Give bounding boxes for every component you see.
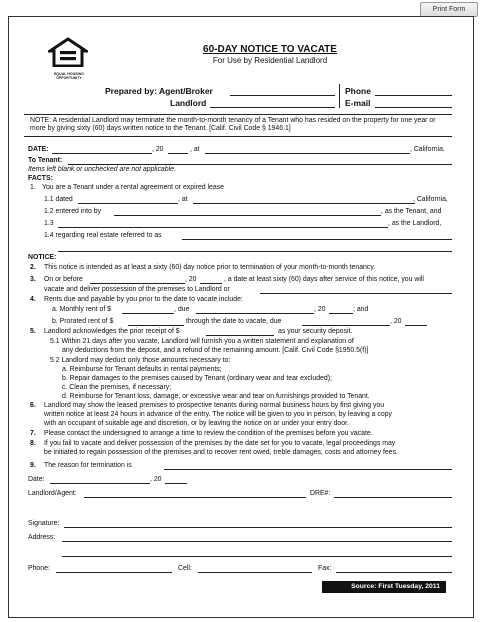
notice-5-2-text: 5.2 Landlord may deduct only those amounts necessary to: (50, 357, 231, 364)
fact-1-number: 1. (30, 184, 36, 191)
notice-4-text: Rents due and payable by you prior to the date to vacate include: (44, 296, 243, 303)
note-bottom-rule (24, 136, 452, 137)
agent-broker-field[interactable] (230, 95, 335, 96)
fact-1-2-label: 1.2 entered into by (44, 208, 102, 215)
sig-date-year-label: , 20 (150, 476, 162, 483)
real-estate-field-2[interactable] (58, 251, 452, 252)
notice-6-line-2: written notice at least 24 hours in advance of the entry. The notice will be given to you in person, by leaving a copy (44, 411, 392, 418)
notice-2-text: This notice is intended as at least a sixty (60) day notice prior to termination of your month-to-month tenancy. (44, 264, 376, 271)
email-field[interactable] (375, 107, 452, 108)
notice-5-2-c: c. Clean the premises, if necessary; (62, 384, 172, 391)
notice-heading: NOTICE: (28, 254, 57, 261)
notice-5-1-line-2: any deductions from the deposit, and a refund of the remaining amount. [Calif. Civil Code §1950.5(f)] (62, 347, 369, 354)
notice-8-line-2: be initiated to regain possession of the premises and to recover rent owed, treble damages, costs and attorney fees. (44, 449, 398, 456)
logo-caption: EQUAL HOUSING OPPORTUNITY (54, 72, 84, 80)
phone-field[interactable] (375, 95, 452, 96)
monthly-rent-due-label: , due (174, 306, 190, 313)
notice-3-continuation: vacate and deliver possession of the premises to Landlord or (44, 286, 230, 293)
header-divider (339, 84, 340, 108)
security-deposit-label: as your security deposit. (278, 328, 353, 335)
dated-location-field[interactable] (193, 203, 415, 204)
phone2-field[interactable] (56, 572, 172, 573)
items-blank-note: Items left blank or unchecked are not applicable. (28, 166, 176, 173)
notice-6-number: 6. (30, 402, 36, 409)
vacate-date-field[interactable] (90, 283, 185, 284)
notice-3-year-label: , 20 (185, 276, 197, 283)
fact-1-3-label: 1.3 (44, 220, 54, 227)
fact-1-text: You are a Tenant under a rental agreement or expired lease (42, 184, 224, 191)
notice-5-2-b: b. Repair damages to the premises caused by Tenant (ordinary wear and tear excluded); (62, 375, 332, 382)
date-location-field[interactable] (205, 153, 410, 154)
prepared-by-label: Prepared by: Agent/Broker (105, 86, 213, 96)
fact-1-1-at-label: , at (178, 196, 188, 203)
form-subtitle: For Use by Residential Landlord (212, 56, 328, 65)
cell-field[interactable] (198, 572, 312, 573)
source-banner: Source: First Tuesday, 2011 (322, 581, 446, 593)
fax-field[interactable] (336, 572, 452, 573)
note-top-rule (24, 114, 452, 115)
notice-9-number: 9. (30, 462, 36, 469)
monthly-rent-label: a. Monthly rent of $ (52, 306, 111, 313)
notice-5-text: Landlord acknowledges the prior receipt of $ (44, 328, 180, 335)
notice-5-1-line-1: 5.1 Within 21 days after you vacate, Landlord will furnish you a written statement and explanation of (50, 338, 354, 345)
prorated-rent-label: b. Prorated rent of $ (52, 318, 114, 325)
prorated-due-field[interactable] (302, 325, 390, 326)
monthly-rent-due-field[interactable] (196, 313, 314, 314)
form-title: 60-DAY NOTICE TO VACATE (203, 44, 337, 55)
fact-1-3-landlord-label: , as the Landlord, (388, 220, 442, 227)
fact-1-1-label: 1.1 dated (44, 196, 73, 203)
dre-field[interactable] (334, 497, 452, 498)
fact-1-4-label: 1.4 regarding real estate referred to as (44, 232, 162, 239)
monthly-rent-and-label: ; and (353, 306, 369, 313)
prorated-rent-year-label: , 20 (390, 318, 402, 325)
date-year-label: , 20 (152, 146, 164, 153)
phone-label: Phone (345, 86, 371, 96)
notice-7-number: 7. (30, 430, 36, 437)
fact-1-2-tenant-label: , as the Tenant, and (381, 208, 442, 215)
date-california-label: , California. (410, 146, 445, 153)
sig-year-field[interactable] (165, 483, 187, 484)
tenant-name-field[interactable] (114, 215, 381, 216)
landlord-label: Landlord (170, 98, 207, 108)
date-at-label: , at (190, 146, 200, 153)
fact-1-1-california-label: , California, (413, 196, 448, 203)
fax-label: Fax: (318, 565, 332, 572)
note-text: NOTE: A residential Landlord may terminate the month-to-month tenancy of a Tenant who has resided on the property for one year or more by giving sixty (60) days written notice to the Tenant. [Calif. Civil Code § 1946.1] (30, 117, 436, 133)
monthly-rent-year-field[interactable] (329, 313, 353, 314)
cell-label: Cell: (178, 565, 192, 572)
termination-reason-field[interactable] (164, 469, 452, 470)
to-tenant-label: To Tenant: (28, 157, 63, 164)
address-label: Address: (28, 534, 56, 541)
real-estate-field[interactable] (182, 239, 452, 240)
notice-5-2-a: a. Reimburse for Tenant defaults in rental payments; (62, 366, 222, 373)
date-year-field[interactable] (168, 153, 188, 154)
prorated-rent-field[interactable] (128, 325, 184, 326)
address-field-2[interactable] (62, 556, 452, 557)
notice-6-line-1: Landlord may show the leased premises to prospective tenants during normal business hours by first giving you (44, 402, 385, 409)
date-field[interactable] (52, 153, 152, 154)
email-label: E-mail (345, 98, 371, 108)
landlord-name-field[interactable] (58, 227, 388, 228)
signature-field[interactable] (64, 527, 452, 528)
signature-label: Signature: (28, 520, 60, 527)
vacate-year-field[interactable] (200, 283, 222, 284)
notice-7-text: Please contact the undersigned to arrange a time to review the condition of the premises before you vacate. (44, 430, 373, 437)
notice-3-text: , a date at least sixty (60) days after service of this notice, you will (224, 276, 424, 283)
facts-heading: FACTS: (28, 175, 53, 182)
monthly-rent-year-label: , 20 (314, 306, 326, 313)
landlord-agent-label: Landlord/Agent: (28, 490, 77, 497)
notice-6-line-3: with an occupant of suitable age and discretion, or by leaving the notice on or under your entry door. (44, 420, 349, 427)
landlord-agent-field[interactable] (84, 497, 306, 498)
notice-4-number: 4. (30, 296, 36, 303)
dated-field[interactable] (78, 203, 178, 204)
monthly-rent-field[interactable] (122, 313, 174, 314)
sig-date-field[interactable] (50, 483, 150, 484)
sig-date-label: Date: (28, 476, 45, 483)
print-form-button[interactable]: Print Form (420, 2, 478, 17)
equal-housing-logo-icon (48, 37, 88, 67)
landlord-field[interactable] (210, 107, 335, 108)
notice-5-2-d: d. Reimburse for Tenant loss, damage, or excessive wear and tear on furnishings provided to Tenant. (62, 393, 370, 400)
to-tenant-field[interactable] (68, 164, 452, 165)
dre-label: DRE#: (310, 490, 331, 497)
notice-2-number: 2. (30, 264, 36, 271)
notice-8-line-1: If you fail to vacate and deliver possession of the premises by the date set for you to vacate, legal proceedings may (44, 440, 396, 447)
notice-3-number: 3. (30, 276, 36, 283)
prorated-year-field[interactable] (405, 325, 427, 326)
notice-3-label: On or before (44, 276, 83, 283)
phone2-label: Phone: (28, 565, 50, 572)
address-field[interactable] (62, 541, 452, 542)
date-label: DATE: (28, 146, 49, 153)
deliver-to-field[interactable] (260, 293, 452, 294)
notice-5-number: 5. (30, 328, 36, 335)
prorated-rent-through-label: through the date to vacate, due (186, 318, 282, 325)
notice-8-number: 8. (30, 440, 36, 447)
notice-9-text: The reason for termination is (44, 462, 132, 469)
security-deposit-field[interactable] (206, 335, 274, 336)
